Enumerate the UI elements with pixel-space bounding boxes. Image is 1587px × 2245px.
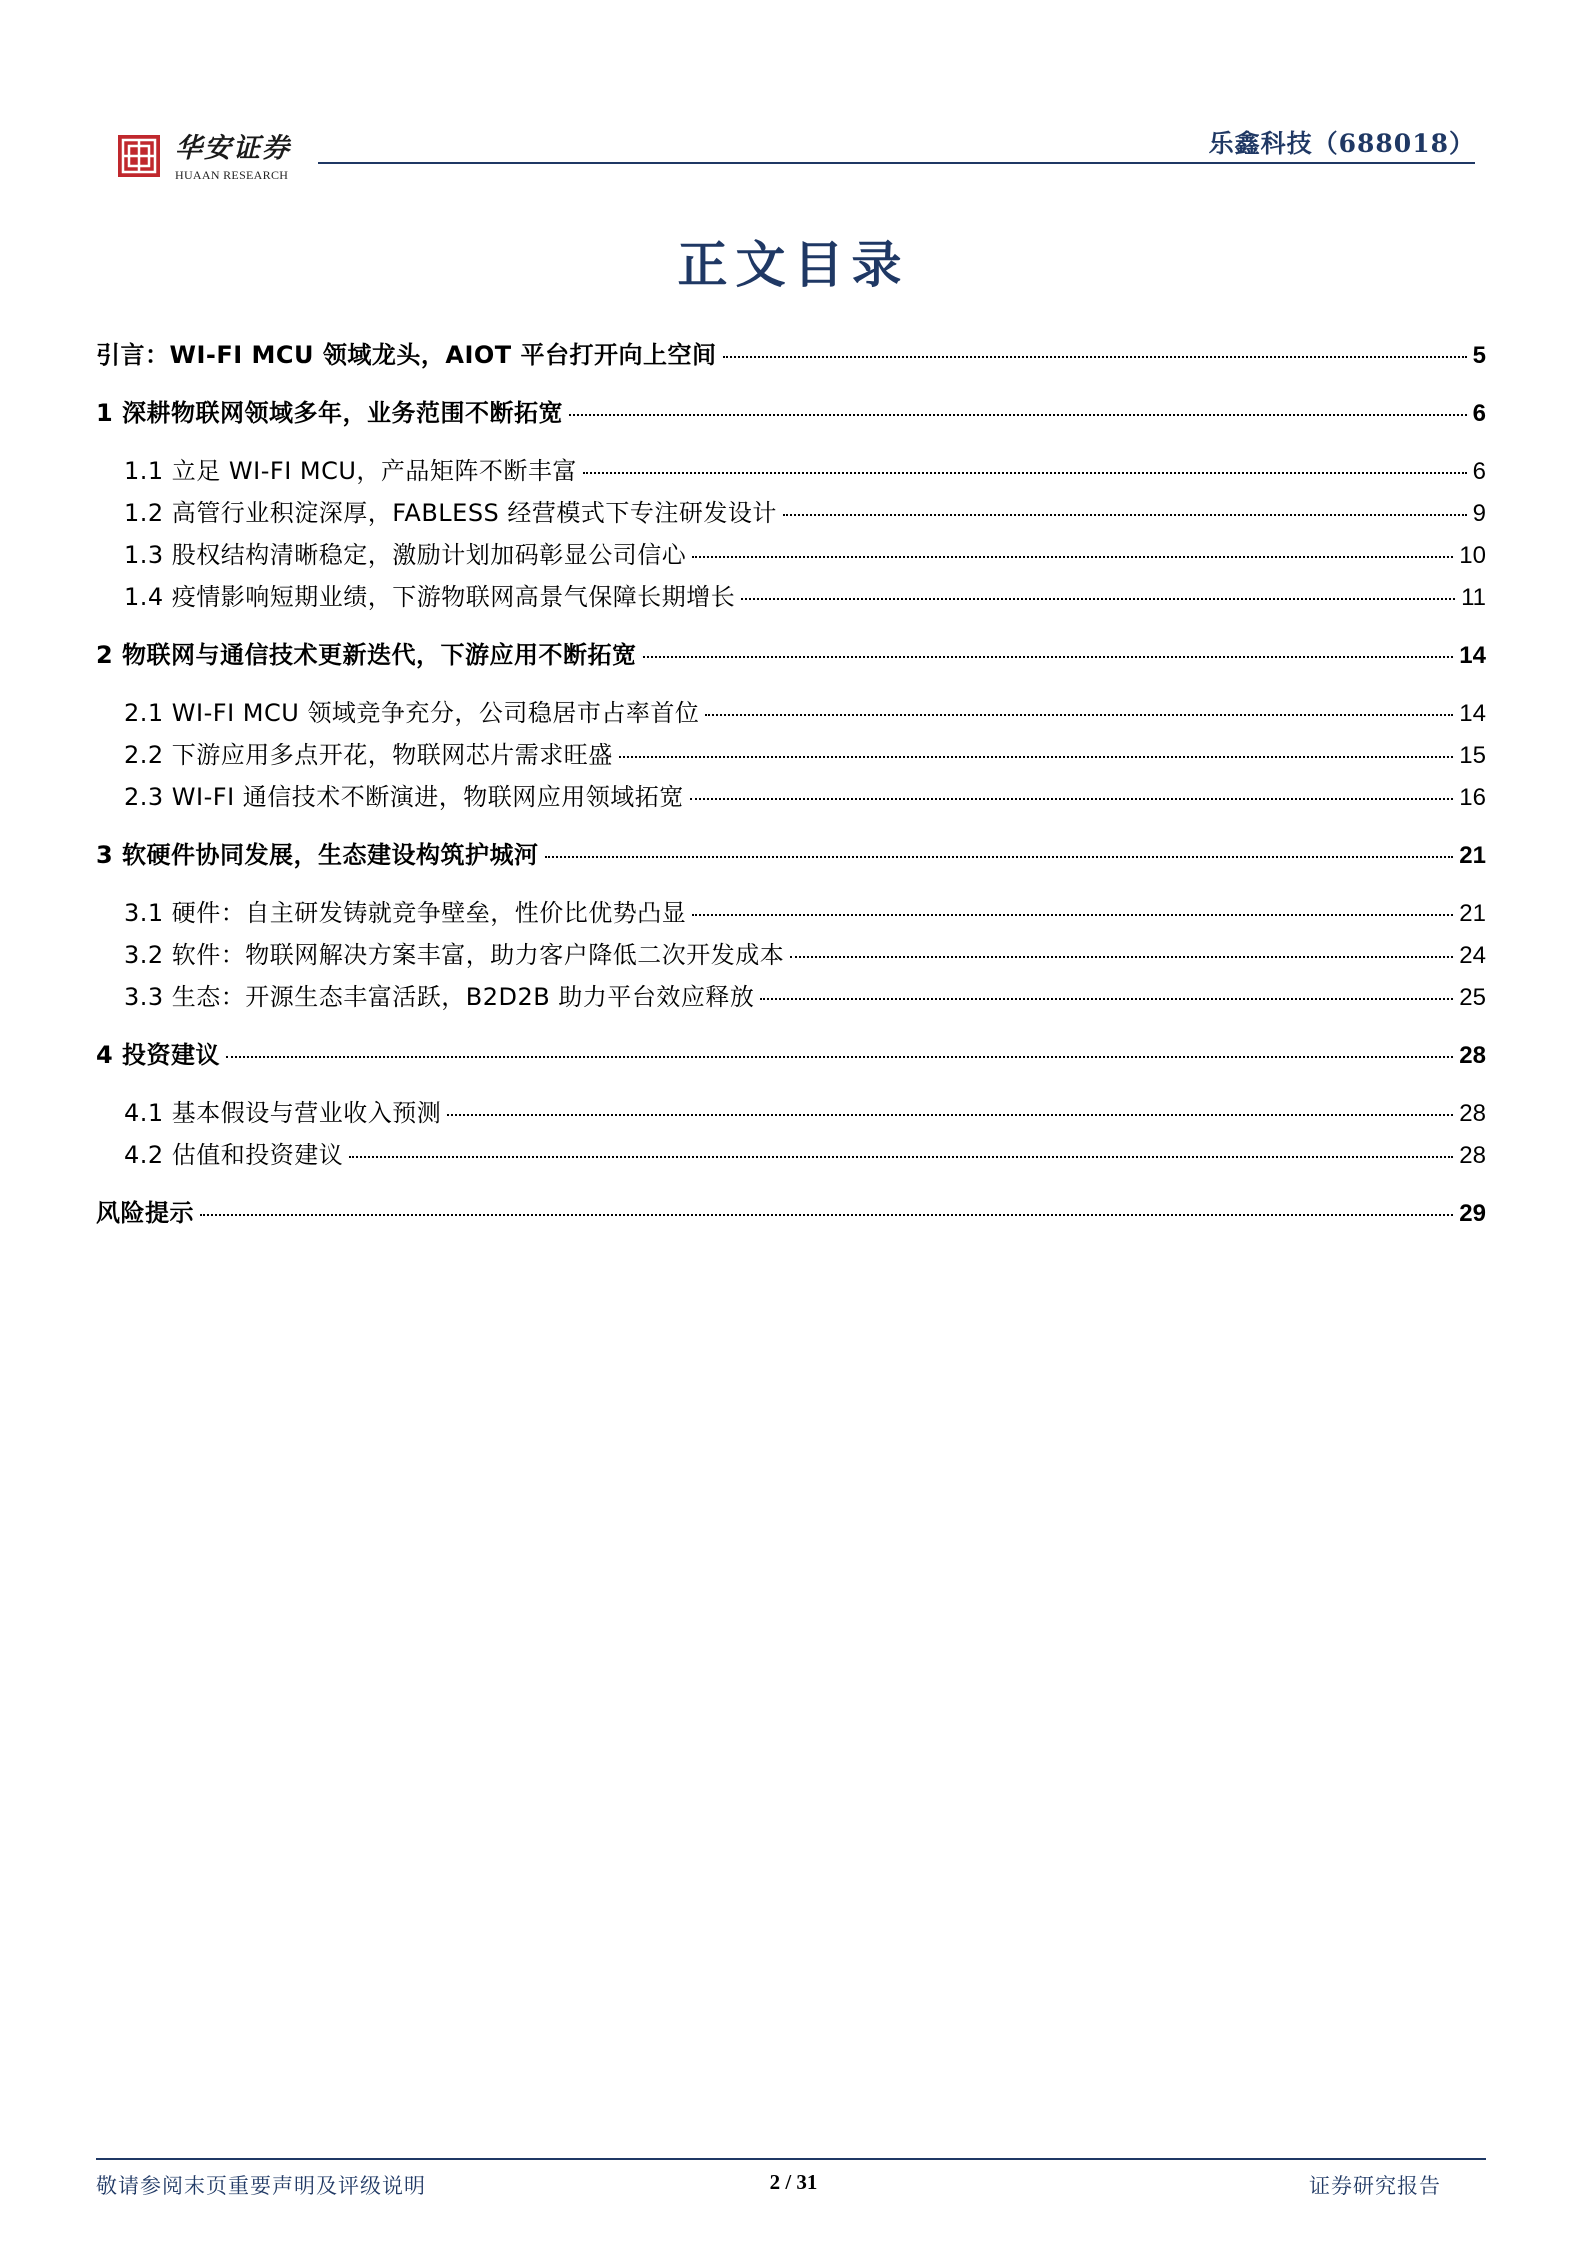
- toc-entry-label: 3.2 软件：物联网解决方案丰富，助力客户降低二次开发成本: [124, 941, 785, 969]
- toc-entry-section[interactable]: [124, 535, 1486, 569]
- toc-entry-page: 28: [1459, 1142, 1486, 1169]
- toc-dot-leader: [200, 1214, 1453, 1216]
- toc-dot-leader: [643, 656, 1454, 658]
- toc-dot-leader: [349, 1156, 1453, 1158]
- toc-entry-chapter[interactable]: [96, 635, 1486, 669]
- toc-entry-section[interactable]: [124, 893, 1486, 927]
- toc-entry-page: 6: [1472, 400, 1486, 427]
- toc-entry-page: 29: [1459, 1200, 1486, 1227]
- toc-entry-page: 16: [1459, 784, 1486, 811]
- toc-entry-label: 1.3 股权结构清晰稳定，激励计划加码彰显公司信心: [124, 541, 687, 569]
- toc-entry-label: 2.3 WI-FI 通信技术不断演进，物联网应用领域拓宽: [124, 783, 684, 811]
- footer-disclaimer: 敬请参阅末页重要声明及评级说明: [96, 2174, 426, 2198]
- toc-entry-section[interactable]: [124, 493, 1486, 527]
- toc-entry-label: 1 深耕物联网领域多年，业务范围不断拓宽: [96, 399, 564, 427]
- toc-entry-chapter[interactable]: [96, 393, 1486, 427]
- logo-cn: 华安证券: [175, 133, 291, 164]
- toc-entry-section[interactable]: [124, 451, 1486, 485]
- toc-entry-section[interactable]: [124, 1093, 1486, 1127]
- toc-entry-chapter[interactable]: [96, 1193, 1486, 1227]
- toc-entry-page: 21: [1459, 900, 1486, 927]
- toc-entry-page: 24: [1459, 942, 1486, 969]
- toc-dot-leader: [226, 1056, 1453, 1058]
- toc-entry-section[interactable]: [124, 777, 1486, 811]
- toc-entry-page: 11: [1461, 584, 1486, 611]
- footer-divider: [96, 2158, 1486, 2160]
- toc-dot-leader: [583, 472, 1467, 474]
- toc-entry-section[interactable]: [124, 693, 1486, 727]
- toc-title: 正文目录: [677, 235, 910, 294]
- toc-dot-leader: [705, 714, 1453, 716]
- toc-entry-page: 14: [1459, 642, 1486, 669]
- toc-dot-leader: [692, 914, 1453, 916]
- logo-text: [175, 134, 291, 183]
- toc-dot-leader: [741, 598, 1455, 600]
- toc-entry-label: 风险提示: [96, 1199, 194, 1227]
- toc-entry-label: 2.1 WI-FI MCU 领域竞争充分，公司稳居市占率首位: [124, 699, 700, 727]
- toc-entry-label: 4.1 基本假设与营业收入预测: [124, 1099, 442, 1127]
- toc-entry-page: 21: [1459, 842, 1486, 869]
- header-divider: [318, 162, 1475, 164]
- toc-dot-leader: [760, 998, 1453, 1000]
- toc-entry-label: 2 物联网与通信技术更新迭代，下游应用不断拓宽: [96, 641, 637, 669]
- toc-entry-page: 15: [1459, 742, 1486, 769]
- toc-dot-leader: [783, 514, 1467, 516]
- toc-entry-section[interactable]: [124, 735, 1486, 769]
- logo-en: HUAAN RESEARCH: [175, 168, 289, 182]
- toc-dot-leader: [690, 798, 1454, 800]
- toc-entry-label: 引言：WI-FI MCU 领域龙头，AIOT 平台打开向上空间: [96, 341, 717, 369]
- toc-dot-leader: [619, 756, 1454, 758]
- toc-entry-page: 6: [1472, 458, 1486, 485]
- toc-entry-section[interactable]: [124, 1135, 1486, 1169]
- toc-entry-page: 28: [1459, 1100, 1486, 1127]
- toc-entry-section[interactable]: [124, 577, 1486, 611]
- toc-entry-label: 4 投资建议: [96, 1041, 221, 1069]
- toc-entry-page: 5: [1472, 342, 1486, 369]
- company-name: 乐鑫科技（688018）: [1208, 129, 1475, 158]
- toc-dot-leader: [447, 1114, 1453, 1116]
- toc-entry-page: 10: [1459, 542, 1486, 569]
- toc-entry-label: 4.2 估值和投资建议: [124, 1141, 344, 1169]
- huaan-logo: [117, 134, 291, 183]
- toc-entry-chapter[interactable]: [96, 335, 1486, 369]
- toc-dot-leader: [545, 856, 1454, 858]
- toc-dot-leader: [692, 556, 1453, 558]
- toc-entry-label: 2.2 下游应用多点开花，物联网芯片需求旺盛: [124, 741, 613, 769]
- toc-entry-page: 14: [1459, 700, 1486, 727]
- page-header: [0, 0, 1587, 200]
- toc-entry-page: 25: [1459, 984, 1486, 1011]
- toc-entry-page: 28: [1459, 1042, 1486, 1069]
- toc-entry-page: 9: [1472, 500, 1486, 527]
- toc-entry-chapter[interactable]: [96, 835, 1486, 869]
- toc-dot-leader: [569, 414, 1467, 416]
- toc-entry-label: 3 软硬件协同发展，生态建设构筑护城河: [96, 841, 539, 869]
- toc-entry-label: 1.2 高管行业积淀深厚，FABLESS 经营模式下专注研发设计: [124, 499, 777, 527]
- toc-entry-label: 3.1 硬件：自主研发铸就竞争壁垒，性价比优势凸显: [124, 899, 687, 927]
- toc-entry-section[interactable]: [124, 977, 1486, 1011]
- toc-entry-label: 3.3 生态：开源生态丰富活跃，B2D2B 助力平台效应释放: [124, 983, 755, 1011]
- toc-dot-leader: [723, 356, 1467, 358]
- footer-report-type: 证券研究报告: [1309, 2174, 1441, 2198]
- toc-entry-chapter[interactable]: [96, 1035, 1486, 1069]
- huaan-logo-icon: [117, 134, 161, 178]
- toc-entry-label: 1.4 疫情影响短期业绩，下游物联网高景气保障长期增长: [124, 583, 736, 611]
- toc-dot-leader: [790, 956, 1453, 958]
- page-number: 2 / 31: [769, 2170, 818, 2194]
- toc-entry-section[interactable]: [124, 935, 1486, 969]
- toc-entry-label: 1.1 立足 WI-FI MCU，产品矩阵不断丰富: [124, 457, 577, 485]
